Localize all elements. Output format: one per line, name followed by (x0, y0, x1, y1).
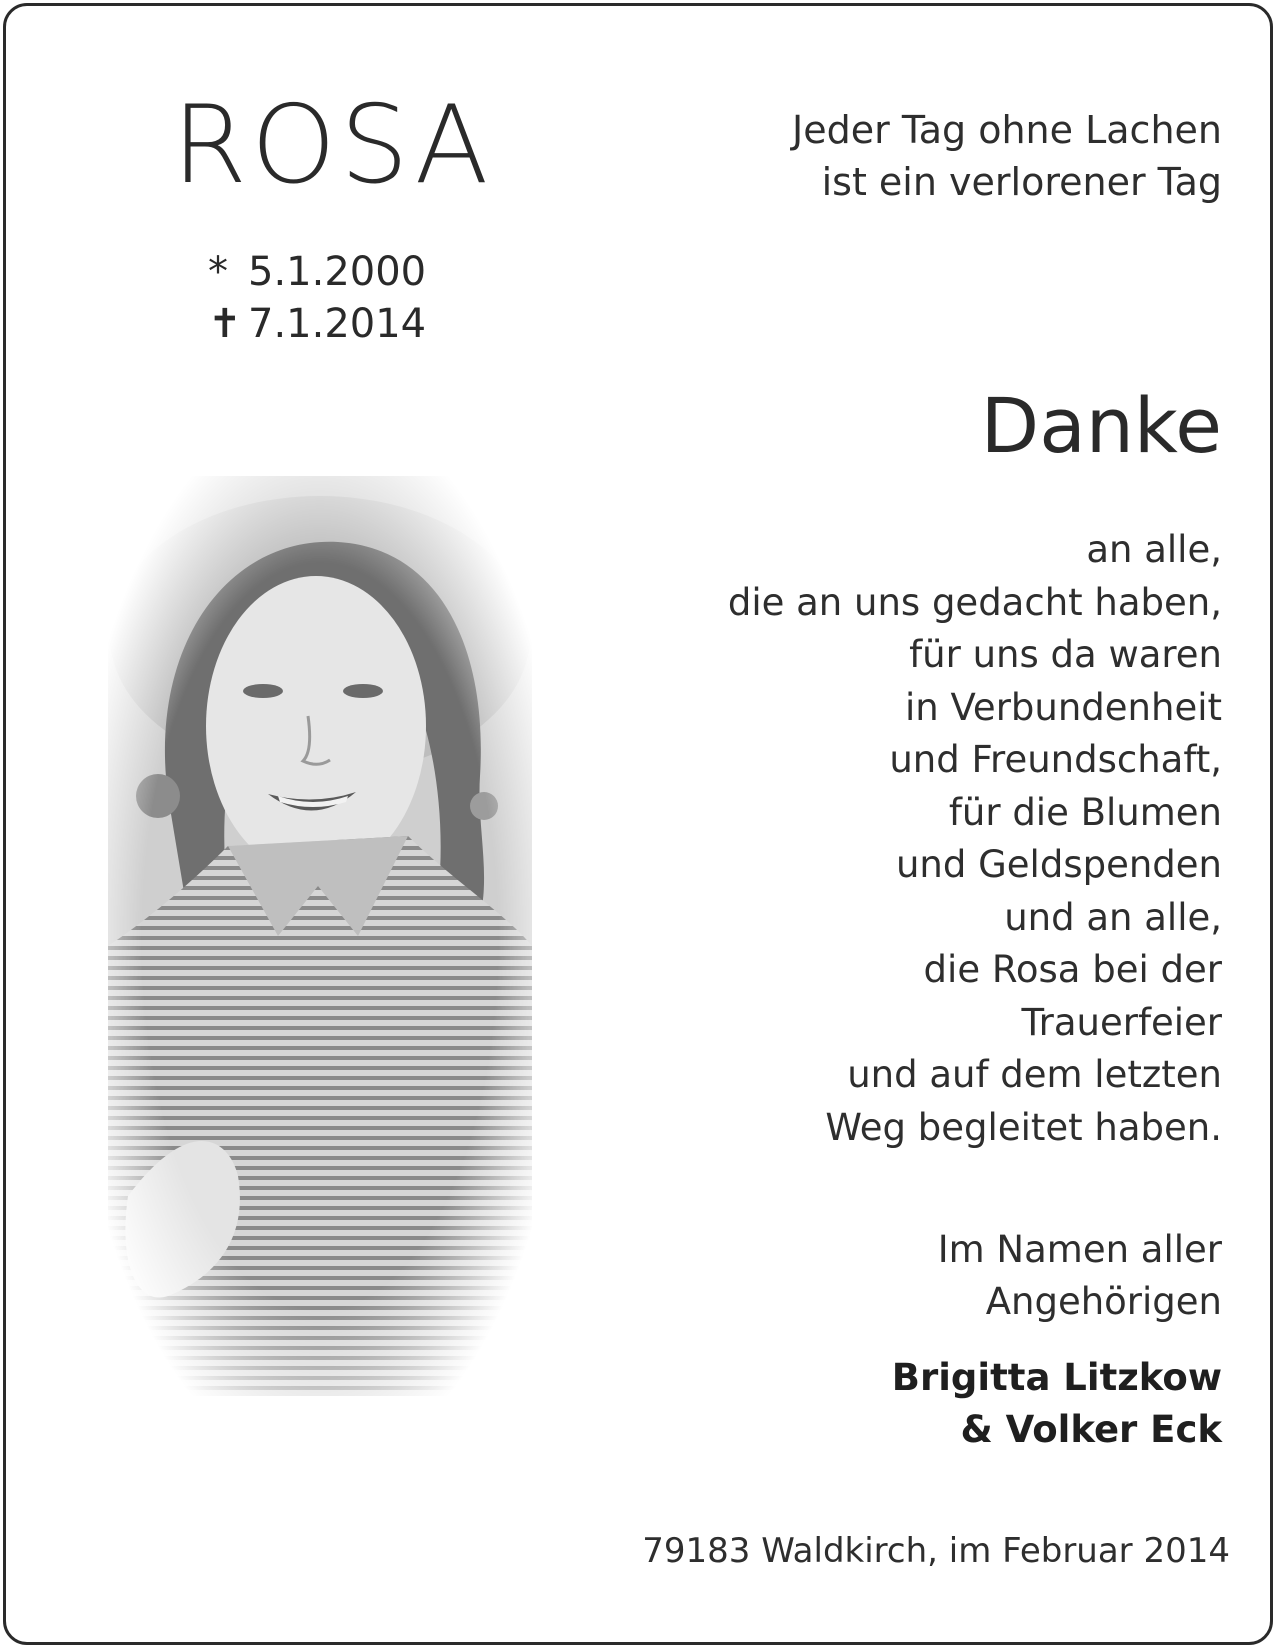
life-dates (208, 246, 426, 350)
portrait-photo (108, 476, 532, 1396)
thanks-line: für uns da waren (909, 633, 1222, 676)
quote-line: Jeder Tag ohne Lachen (792, 108, 1222, 152)
place-date-footer: 79183 Waldkirch, im Februar 2014 (642, 1531, 1230, 1571)
thanks-line: Trauerfeier (1021, 1000, 1222, 1044)
thanks-text (602, 524, 1222, 1154)
thanks-line: die an uns gedacht haben, (727, 580, 1222, 624)
birth-star-icon: * (208, 249, 228, 295)
thanks-line: an alle, (1086, 528, 1222, 571)
deceased-name: ROSA (172, 83, 493, 208)
signoff-line: Im Namen aller (937, 1228, 1222, 1271)
birth-date-row (208, 246, 426, 298)
thanks-line: für die Blumen (948, 790, 1222, 834)
death-date: 7.1.2014 (248, 301, 427, 347)
thanks-line: und auf dem letzten (847, 1053, 1222, 1096)
thanks-line: in Verbundenheit (905, 685, 1222, 729)
quote-line: ist ein verlorener Tag (821, 160, 1222, 204)
thanks-line: und Freundschaft, (889, 738, 1222, 781)
thanks-line: die Rosa bei der (923, 948, 1222, 991)
signer-name: & Volker Eck (960, 1408, 1222, 1451)
thanks-line: Weg begleitet haben. (825, 1105, 1222, 1149)
memorial-quote (622, 104, 1222, 208)
thanks-heading: Danke (980, 381, 1222, 470)
signoff-line: Angehörigen (985, 1280, 1222, 1323)
signer-name: Brigitta Litzkow (891, 1356, 1222, 1399)
thanks-line: und Geldspenden (895, 843, 1222, 886)
thanks-line: und an alle, (1004, 895, 1222, 939)
signers (722, 1352, 1222, 1456)
signoff (722, 1224, 1222, 1328)
death-date-row (208, 298, 426, 350)
birth-date: 5.1.2000 (248, 249, 427, 295)
cross-icon: ✝ (208, 301, 242, 347)
portrait-illustration (108, 476, 532, 1396)
